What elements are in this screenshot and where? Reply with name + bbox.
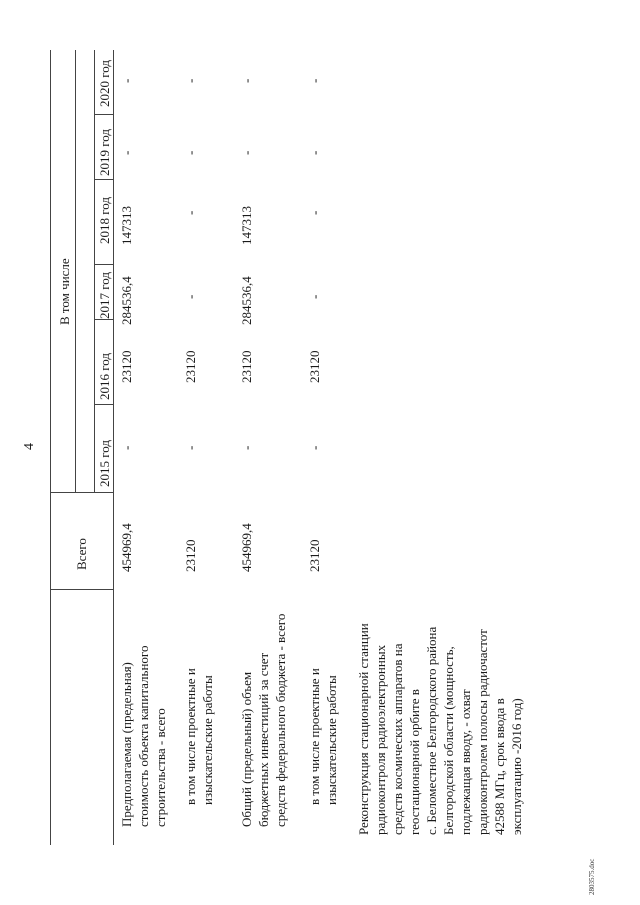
row-total: 23120 bbox=[307, 539, 322, 572]
cell-2015: - bbox=[119, 445, 134, 450]
col-divider-2018 bbox=[94, 264, 113, 265]
page-number: 4 bbox=[22, 443, 37, 450]
description-line: эксплуатацию -2016 год) bbox=[509, 698, 524, 835]
cell-2017: 284536,4 bbox=[239, 276, 254, 325]
description-line: подлежащая вводу, - охват bbox=[458, 689, 473, 835]
header-year-2016: 2016 год bbox=[97, 353, 112, 400]
row-label-line: в том числе проектные и bbox=[307, 668, 322, 805]
cell-2017: - bbox=[183, 294, 198, 299]
cell-2016: 23120 bbox=[119, 350, 134, 383]
cell-2016: 23120 bbox=[239, 350, 254, 383]
description-line: радиоконтролем полосы радиочастот bbox=[475, 629, 490, 835]
header-year-2018: 2018 год bbox=[97, 197, 112, 244]
cell-2019: - bbox=[183, 150, 198, 155]
cell-2015: - bbox=[239, 445, 254, 450]
col-divider-label bbox=[50, 589, 113, 590]
header-year-2020: 2020 год bbox=[97, 60, 112, 107]
row-label-line: изыскательские работы bbox=[324, 675, 339, 805]
col-divider-total bbox=[50, 492, 113, 493]
cell-2020: - bbox=[239, 78, 254, 83]
row-total: 454969,4 bbox=[119, 523, 134, 572]
row-label-line: Общий (предельный) объем bbox=[239, 671, 254, 827]
cell-2015: - bbox=[307, 445, 322, 450]
cell-2019: - bbox=[307, 150, 322, 155]
row-label-line: бюджетных инвестиций за счет bbox=[256, 652, 271, 827]
header-year-2019: 2019 год bbox=[97, 129, 112, 176]
col-divider-2019 bbox=[94, 179, 113, 180]
row-label-line: стоимость объекта капитального bbox=[136, 645, 151, 827]
cell-2019: - bbox=[119, 150, 134, 155]
footer-stamp: 2803575.doc bbox=[588, 858, 596, 895]
cell-2020: - bbox=[119, 78, 134, 83]
cell-2018: 147313 bbox=[239, 206, 254, 245]
table-top-border bbox=[50, 50, 51, 845]
years-divider bbox=[94, 50, 95, 493]
cell-2017: - bbox=[307, 294, 322, 299]
cell-2018: - bbox=[183, 210, 198, 215]
header-year-2015: 2015 год bbox=[97, 440, 112, 487]
col-divider-2016 bbox=[94, 404, 113, 405]
header-year-2017: 2017 год bbox=[97, 272, 112, 319]
subheader-divider bbox=[75, 50, 76, 493]
row-label-line: изыскательские работы bbox=[200, 675, 215, 805]
cell-2018: 147313 bbox=[119, 206, 134, 245]
description-line: с. Беломестное Белгородского района bbox=[424, 626, 439, 835]
col-divider-2020 bbox=[94, 114, 113, 115]
header-including: В том числе bbox=[57, 258, 72, 325]
row-label-line: строительства - всего bbox=[153, 708, 168, 827]
description-line: геостационарной орбите в bbox=[407, 689, 422, 835]
cell-2020: - bbox=[307, 78, 322, 83]
cell-2016: 23120 bbox=[307, 350, 322, 383]
row-total: 23120 bbox=[183, 539, 198, 572]
description-line: радиоконтроля радиоэлектронных bbox=[373, 644, 388, 835]
description-line: средств космических аппаратов на bbox=[390, 643, 405, 835]
header-total: Всего bbox=[74, 538, 89, 570]
row-label-line: средств федерального бюджета - всего bbox=[273, 613, 288, 827]
description-line: 42588 МГц, срок ввода в bbox=[492, 698, 507, 835]
description-line: Белгородской области (мощность, bbox=[441, 646, 456, 835]
row-label-line: в том числе проектные и bbox=[183, 668, 198, 805]
cell-2015: - bbox=[183, 445, 198, 450]
cell-2017: 284536,4 bbox=[119, 276, 134, 325]
col-divider-2017 bbox=[94, 319, 113, 320]
row-label-line: Предполагаемая (предельная) bbox=[119, 662, 134, 827]
table-header-bottom-border bbox=[113, 50, 114, 845]
description-line: Реконструкция стационарной станции bbox=[356, 623, 371, 835]
cell-2020: - bbox=[183, 78, 198, 83]
cell-2018: - bbox=[307, 210, 322, 215]
row-total: 454969,4 bbox=[239, 523, 254, 572]
cell-2016: 23120 bbox=[183, 350, 198, 383]
cell-2019: - bbox=[239, 150, 254, 155]
